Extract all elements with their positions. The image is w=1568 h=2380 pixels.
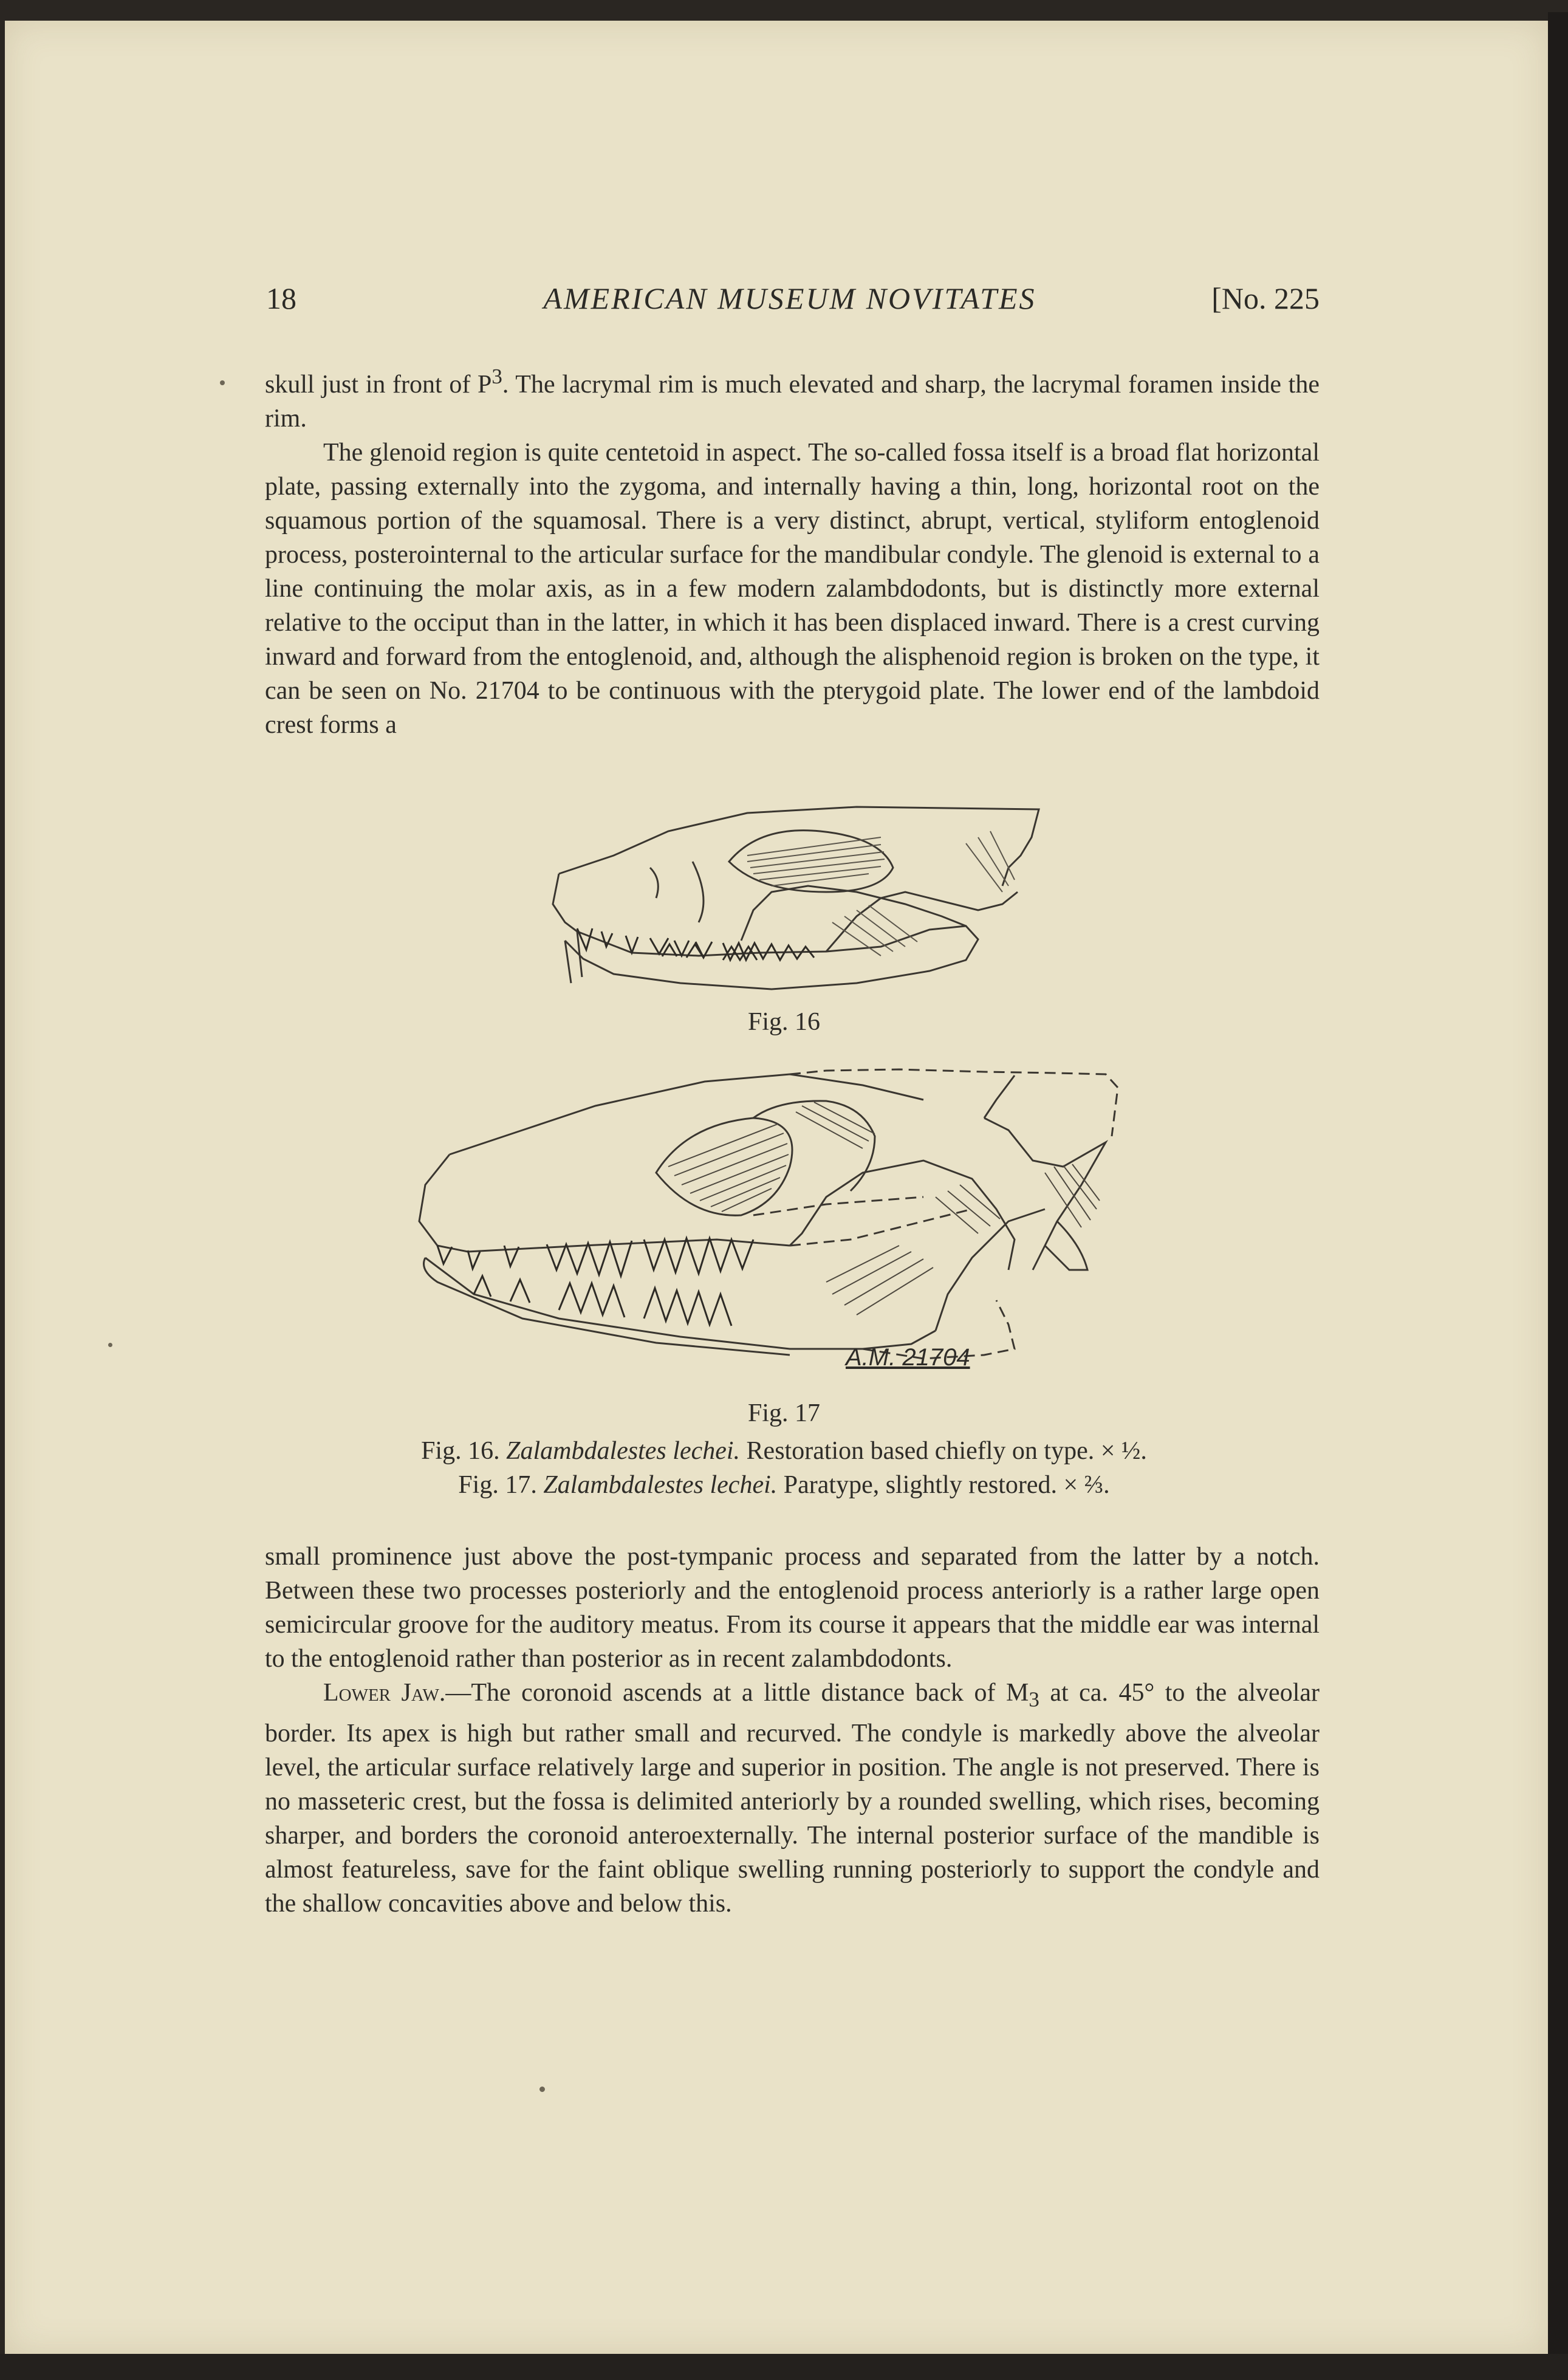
caption-17-text: Paratype, slightly restored. xyxy=(783,1471,1057,1499)
page-number: 18 xyxy=(266,281,296,315)
paragraph-3: small prominence just above the post-tympanic process and separated from the latter by a notch. Between these two processes posteriorly and the entoglenoid process anteriorly is a rather large open semicircular groove for the auditory meatus. From its course it appears that the middle ear was internal to the entoglenoid rather than posterior as in recent zalambdodonts. xyxy=(265,1543,1320,1673)
caption-17-scale: × ⅔. xyxy=(1063,1471,1110,1499)
background-strip xyxy=(0,2354,1568,2380)
superscript-3: 3 xyxy=(491,365,502,388)
paper-speck xyxy=(108,1343,112,1347)
paragraph-1-rest: . The lacrymal rim is much elevated and sharp, the lacrymal foramen inside the rim. xyxy=(265,371,1320,433)
issue-number: [No. 225 xyxy=(1211,281,1320,315)
paragraph-1-text: skull just in front of P xyxy=(265,371,492,399)
page-edge-shadow xyxy=(1548,12,1568,2380)
figure-16-skull-drawing xyxy=(541,801,1051,1007)
paper-speck xyxy=(539,2087,545,2092)
figure-16-label: Fig. 16 xyxy=(747,1008,821,1036)
figure-17-skull-drawing xyxy=(401,1063,1166,1391)
running-header xyxy=(260,281,1320,323)
caption-16-prefix: Fig. 16. xyxy=(421,1437,500,1465)
paragraph-4-rest: at ca. 45° to the alveolar border. Its apex is high but rather small and recurved. The condyle is markedly above the alveolar level, the articular surface relatively large and superior in position. The angle is not preserved. There is no masseteric crest, but the fossa is delimited anteriorly by a rounded swelling, which rises, becoming sharper, and borders the coronoid anteroexternally. The internal posterior surface of the mandible is almost featureless, save for the faint oblique swelling running posteriorly to support the condyle and the shallow concavities above and below this. xyxy=(265,1679,1320,1918)
caption-16-text: Restoration based chiefly on type. xyxy=(746,1437,1095,1465)
body-text-bottom xyxy=(265,1540,1320,1921)
paper-speck xyxy=(220,380,225,385)
paragraph-1 xyxy=(265,360,1320,436)
paragraph-4-text: —The coronoid ascends at a little distance back of M xyxy=(445,1679,1029,1707)
figure-17-label: Fig. 17 xyxy=(747,1399,821,1427)
journal-title: AMERICAN MUSEUM NOVITATES xyxy=(543,281,1036,315)
caption-fig-17 xyxy=(0,1470,1568,1500)
body-text-top xyxy=(265,360,1320,742)
caption-16-species: Zalambdalestes lechei. xyxy=(506,1437,741,1465)
paragraph-4 xyxy=(265,1676,1320,1921)
caption-fig-16 xyxy=(0,1436,1568,1466)
paragraph-2: The glenoid region is quite centetoid in aspect. The so-called fossa itself is a broad flat horizontal plate, passing externally into the zygoma, and internally having a thin, long, horizontal root on the squamous portion of the squamosal. There is a very distinct, abrupt, vertical, styliform entoglenoid process, posterointernal to the articular surface for the mandibular condyle. The glenoid is external to a line continuing the molar axis, as in a few modern zalambdodonts, but is distinctly more external relative to the occiput than in the latter, in which it has been displaced inward. There is a crest curving inward and forward from the entoglenoid, and, although the alisphenoid region is broken on the type, it can be seen on No. 21704 to be continuous with the pterygoid plate. The lower end of the lambdoid crest forms a xyxy=(265,439,1320,739)
specimen-number-label: A.M. 21704 xyxy=(846,1344,970,1371)
section-heading-lower-jaw: Lower Jaw. xyxy=(323,1679,446,1707)
caption-17-prefix: Fig. 17. xyxy=(458,1471,537,1499)
caption-17-species: Zalambdalestes lechei. xyxy=(543,1471,778,1499)
caption-16-scale: × ½. xyxy=(1100,1437,1147,1465)
subscript-3: 3 xyxy=(1029,1687,1039,1712)
